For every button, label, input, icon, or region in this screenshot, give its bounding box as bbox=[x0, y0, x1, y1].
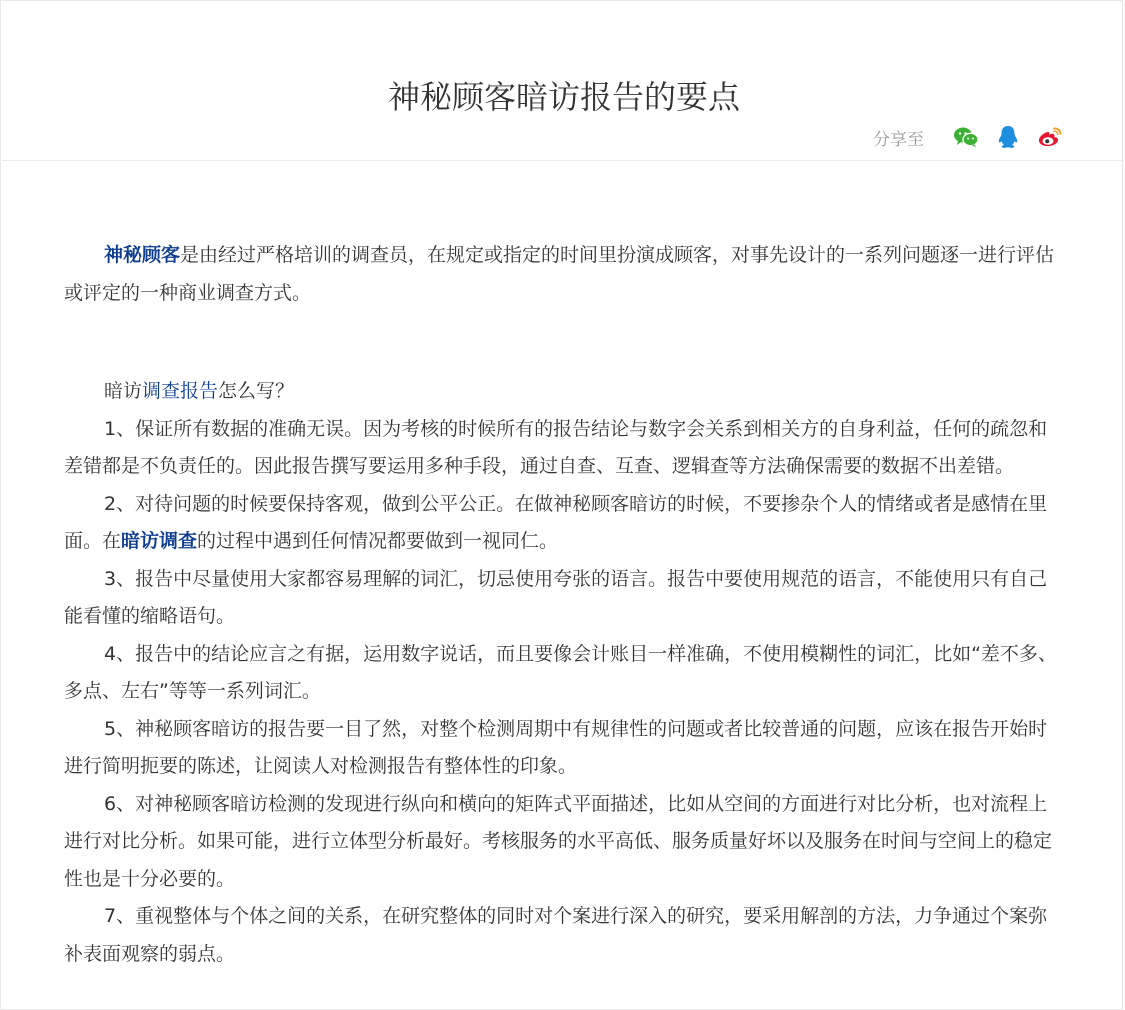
article-header bbox=[2, 2, 1124, 161]
article-title: 神秘顾客暗访报告的要点 bbox=[387, 78, 740, 117]
question-after: 怎么写？ bbox=[218, 380, 295, 402]
mystery-customer-link[interactable]: 神秘顾客 bbox=[104, 244, 181, 266]
intro-text: 是由经过严格培训的调查员，在规定或指定的时间里扮演成顾客，对事先设计的一系列问题逐一进行评估或评定的一种商业调查方式。 bbox=[64, 244, 1055, 304]
share-bar bbox=[873, 122, 1064, 152]
share-label: 分享至 bbox=[873, 129, 924, 150]
intro-paragraph bbox=[64, 237, 1059, 312]
survey-report-link[interactable]: 调查报告 bbox=[142, 380, 219, 402]
weibo-icon[interactable] bbox=[1036, 123, 1064, 151]
qq-icon[interactable] bbox=[994, 123, 1022, 151]
point-3: 3、报告中尽量使用大家都容易理解的词汇，切忌使用夸张的语言。报告中要使用规范的语言，不能使用只有自己能看懂的缩略语句。 bbox=[64, 567, 1048, 627]
article-body bbox=[64, 237, 1059, 973]
point-4: 4、报告中的结论应言之有据，运用数字说话，而且要像会计账目一样准确，不使用模糊性的词汇，比如“差不多、多点、左右”等等一系列词汇。 bbox=[64, 642, 1057, 702]
question-paragraph bbox=[64, 373, 1059, 411]
wechat-icon[interactable] bbox=[952, 123, 980, 151]
point-7: 7、重视整体与个体之间的关系，在研究整体的同时对个案进行深入的研究，要采用解剖的方法，力争通过个案弥补表面观察的弱点。 bbox=[64, 905, 1048, 965]
point-2 bbox=[64, 486, 1059, 561]
point-2-before: 2、对待问题的时候要保持客观，做到公平公正。在做神秘顾客暗访的时候，不要掺杂个人的情绪或者是感情在里面。在 bbox=[64, 492, 1048, 552]
point-6: 6、对神秘顾客暗访检测的发现进行纵向和横向的矩阵式平面描述，比如从空间的方面进行对比分析，也对流程上进行对比分析。如果可能，进行立体型分析最好。考核服务的水平高低、服务质量好坏以及服务在时间与空间上的稳定性也是十分必要的。 bbox=[64, 792, 1053, 890]
covert-survey-link[interactable]: 暗访调查 bbox=[121, 530, 198, 552]
point-2-after: 的过程中遇到任何情况都要做到一视同仁。 bbox=[197, 530, 559, 552]
point-5: 5、神秘顾客暗访的报告要一目了然，对整个检测周期中有规律性的问题或者比较普通的问题，应该在报告开始时进行简明扼要的陈述，让阅读人对检测报告有整体性的印象。 bbox=[64, 717, 1048, 777]
question-before: 暗访 bbox=[104, 380, 143, 402]
point-1: 1、保证所有数据的准确无误。因为考核的时候所有的报告结论与数字会关系到相关方的自身利益，任何的疏忽和差错都是不负责任的。因此报告撰写要运用多种手段，通过自查、互查、逻辑查等方法确保需要的数据不出差错。 bbox=[64, 417, 1048, 477]
